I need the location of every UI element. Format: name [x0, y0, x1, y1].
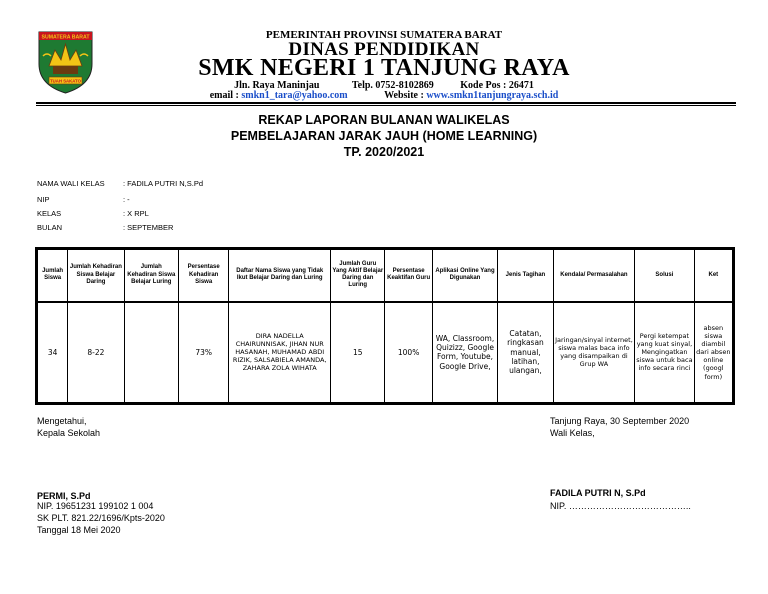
footer-wali-kelas: Wali Kelas, [550, 428, 595, 438]
province-logo [37, 30, 94, 95]
report-table-frame [35, 247, 735, 405]
header-keaktifan-guru: Persentase Keaktifan Guru [385, 250, 432, 302]
school-postcode: Kode Pos : 26471 [460, 80, 534, 91]
website-link[interactable]: www.smkn1tanjungraya.sch.id [426, 90, 559, 101]
principal-name: PERMI, S.Pd [37, 491, 91, 501]
cell-kendala: Jaringan/sinyal internet, siswa malas baca info yang disampaikan di Grup WA [553, 302, 635, 403]
info-label-kelas: KELAS [37, 209, 62, 218]
website-label: Website : [384, 90, 424, 101]
cell-kehadiran-daring: 8-22 [68, 302, 124, 403]
header-kendala: Kendala/ Permasalahan [553, 250, 635, 302]
table-header-row [38, 250, 733, 302]
header-ket: Ket [694, 250, 732, 302]
report-title: REKAP LAPORAN BULANAN WALIKELAS [258, 113, 510, 127]
info-value-kelas: : X RPL [123, 209, 149, 218]
header-kehadiran-daring: Jumlah Kehadiran Siswa Belajar Daring [68, 250, 124, 302]
cell-kehadiran-luring [124, 302, 178, 403]
cell-jenis-tagihan: Catatan, ringkasan manual, latihan, ulangan, [498, 302, 553, 403]
table-row [38, 302, 733, 403]
cell-persentase-kehadiran: 73% [178, 302, 228, 403]
cell-solusi: Pergi ketempat yang kuat sinyal, Mengingatkan siswa untuk baca info secara rinci [635, 302, 694, 403]
school-phone: Telp. 0752-8102869 [351, 80, 434, 91]
info-value-bulan: : SEPTEMBER [123, 223, 174, 232]
principal-nip: NIP. 19651231 199102 1 004 [37, 501, 154, 511]
letterhead-divider-thin [36, 105, 736, 106]
cell-daftar-nama: DIRA NADELLA CHAIRUNNISAK, JIHAN NUR HASANAH, MUHAMAD ABDI RIZIK, SALSABIELA AMANDA, ZAHARA ZOLA WIHATA [229, 302, 331, 403]
email-link[interactable]: smkn1_tara@yahoo.com [241, 90, 348, 101]
cell-ket: absen siswa diambil dari absen online (googl form) [694, 302, 732, 403]
cell-aplikasi: WA, Classroom, Quizizz, Google Form, Youtube, Google Drive, [432, 302, 497, 403]
cell-jumlah-siswa: 34 [38, 302, 68, 403]
info-value-wali-kelas: : FADILA PUTRI N,S.Pd [123, 179, 204, 188]
info-value-nip: : - [123, 195, 130, 204]
cell-keaktifan-guru: 100% [385, 302, 432, 403]
info-label-wali-kelas: NAMA WALI KELAS [37, 179, 105, 188]
header-solusi: Solusi [635, 250, 694, 302]
header-daftar-nama: Daftar Nama Siswa yang Tidak Ikut Belajar Daring dan Luring [229, 250, 331, 302]
principal-sk: SK PLT. 821.22/1696/Kpts-2020 [37, 513, 165, 523]
letterhead-divider-thick [36, 102, 736, 104]
header-jumlah-siswa: Jumlah Siswa [38, 250, 68, 302]
report-school-year: TP. 2020/2021 [343, 145, 425, 159]
letterhead-government: PEMERINTAH PROVINSI SUMATERA BARAT [265, 29, 503, 41]
header-jenis-tagihan: Jenis Tagihan [498, 250, 553, 302]
letterhead-school-name: SMK NEGERI 1 TANJUNG RAYA [198, 55, 570, 81]
header-jumlah-guru: Jumlah Guru Yang Aktif Belajar Daring dan Luring [331, 250, 385, 302]
footer-mengetahui: Mengetahui, [37, 416, 87, 426]
homeroom-teacher-name: FADILA PUTRI N, S.Pd [550, 488, 646, 498]
letterhead-department: DINAS PENDIDIKAN [288, 39, 480, 60]
cell-jumlah-guru: 15 [331, 302, 385, 403]
header-persentase-kehadiran: Persentase Kehadiran Siswa [178, 250, 228, 302]
header-kehadiran-luring: Jumlah Kehadiran Siswa Belajar Luring [124, 250, 178, 302]
report-table [37, 249, 733, 403]
info-label-bulan: BULAN [37, 223, 63, 232]
footer-place-date: Tanjung Raya, 30 September 2020 [550, 416, 690, 426]
footer-kepala-sekolah: Kepala Sekolah [37, 428, 101, 438]
info-label-nip: NIP [37, 195, 50, 204]
principal-sk-date: Tanggal 18 Mei 2020 [37, 525, 121, 535]
report-subtitle: PEMBELAJARAN JARAK JAUH (HOME LEARNING) [230, 129, 538, 143]
school-address: Jln. Raya Maninjau [234, 80, 320, 91]
header-aplikasi: Aplikasi Online Yang Digunakan [432, 250, 497, 302]
logo-banner-text: SUMATERA BARAT [41, 34, 90, 41]
email-label: email : [209, 90, 239, 101]
logo-ribbon-text: TUAH SAKATO [50, 78, 81, 84]
homeroom-teacher-nip: NIP. ………………………………….. [550, 501, 691, 511]
letterhead-contact-line [150, 90, 618, 101]
